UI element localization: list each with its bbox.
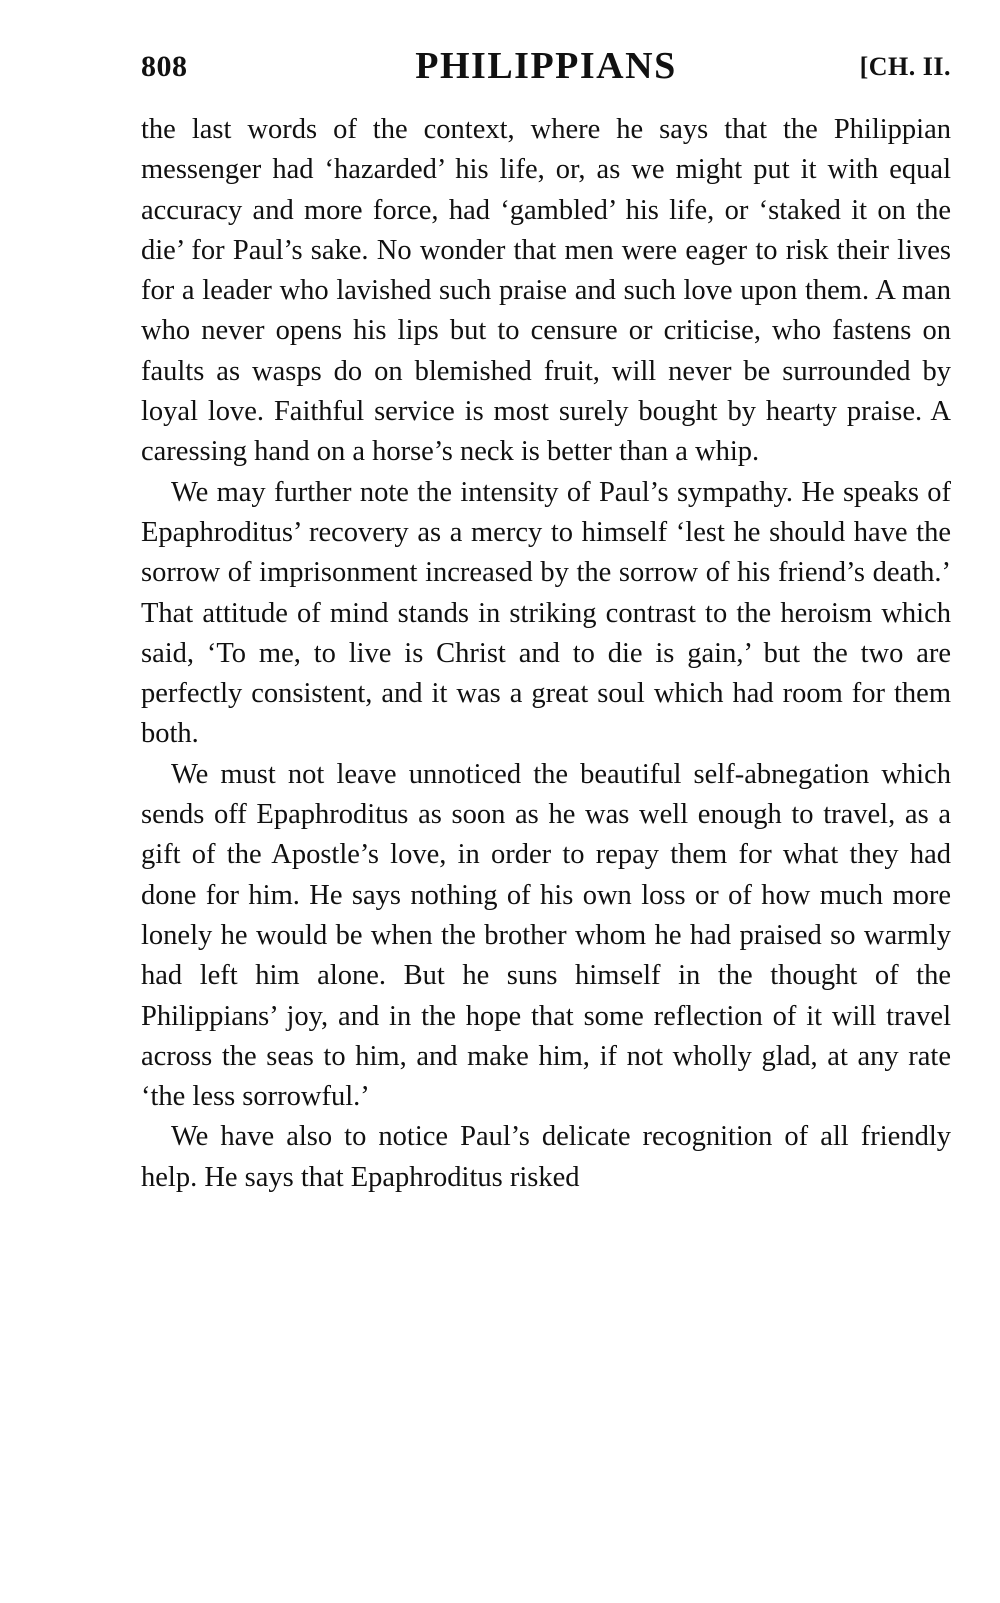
paragraph-recognition: We have also to notice Paul’s delicate recognition of all friendly help. He says that Epaphroditus risked: [141, 1121, 951, 1193]
page-number: 808: [141, 50, 188, 83]
chapter-reference: [CH. II.: [859, 52, 951, 81]
running-head: [141, 40, 951, 96]
book-title: PHILIPPIANS: [415, 45, 677, 87]
paragraph-self-abnegation: We must not leave unnoticed the beautiful self-abnegation which sends off Epaphroditus as soon as he was well enough to travel, as a gift of the Apostle’s love, in order to repay them for what they had done for him. He says nothing of his own loss or of how much more lonely he would be when the brother whom he had praised so warmly had left him alone. But he suns himself in the thought of the Philippians’ joy, and in the hope that some reflection of it will travel across the seas to him, and make him, if not wholly glad, at any rate ‘the less sorrowful.’: [141, 758, 951, 1113]
paragraph-sympathy: We may further note the intensity of Paul’s sympathy. He speaks of Epaphroditus’ recovery as a mercy to himself ‘lest he should have the sorrow of imprisonment increased by the sorrow of his friend’s death.’ That attitude of mind stands in striking contrast to the heroism which said, ‘To me, to live is Christ and to die is gain,’ but the two are perfectly consistent, and it was a great soul which had room for them both.: [141, 476, 951, 750]
body-text: [141, 110, 951, 1198]
paragraph-continuation: the last words of the context, where he says that the Philippian messenger had ‘hazarded’ his life, or, as we might put it with equal accuracy and more force, had ‘gambled’ his life, or ‘staked it on the die’ for Paul’s sake. No wonder that men were eager to risk their lives for a leader who lavished such praise and such love upon them. A man who never opens his lips but to censure or criticise, who fastens on faults as wasps do on blemished fruit, will never be surrounded by loyal love. Faithful service is most surely bought by hearty praise. A caressing hand on a horse’s neck is better than a whip.: [141, 114, 951, 468]
book-page: [141, 40, 951, 1198]
